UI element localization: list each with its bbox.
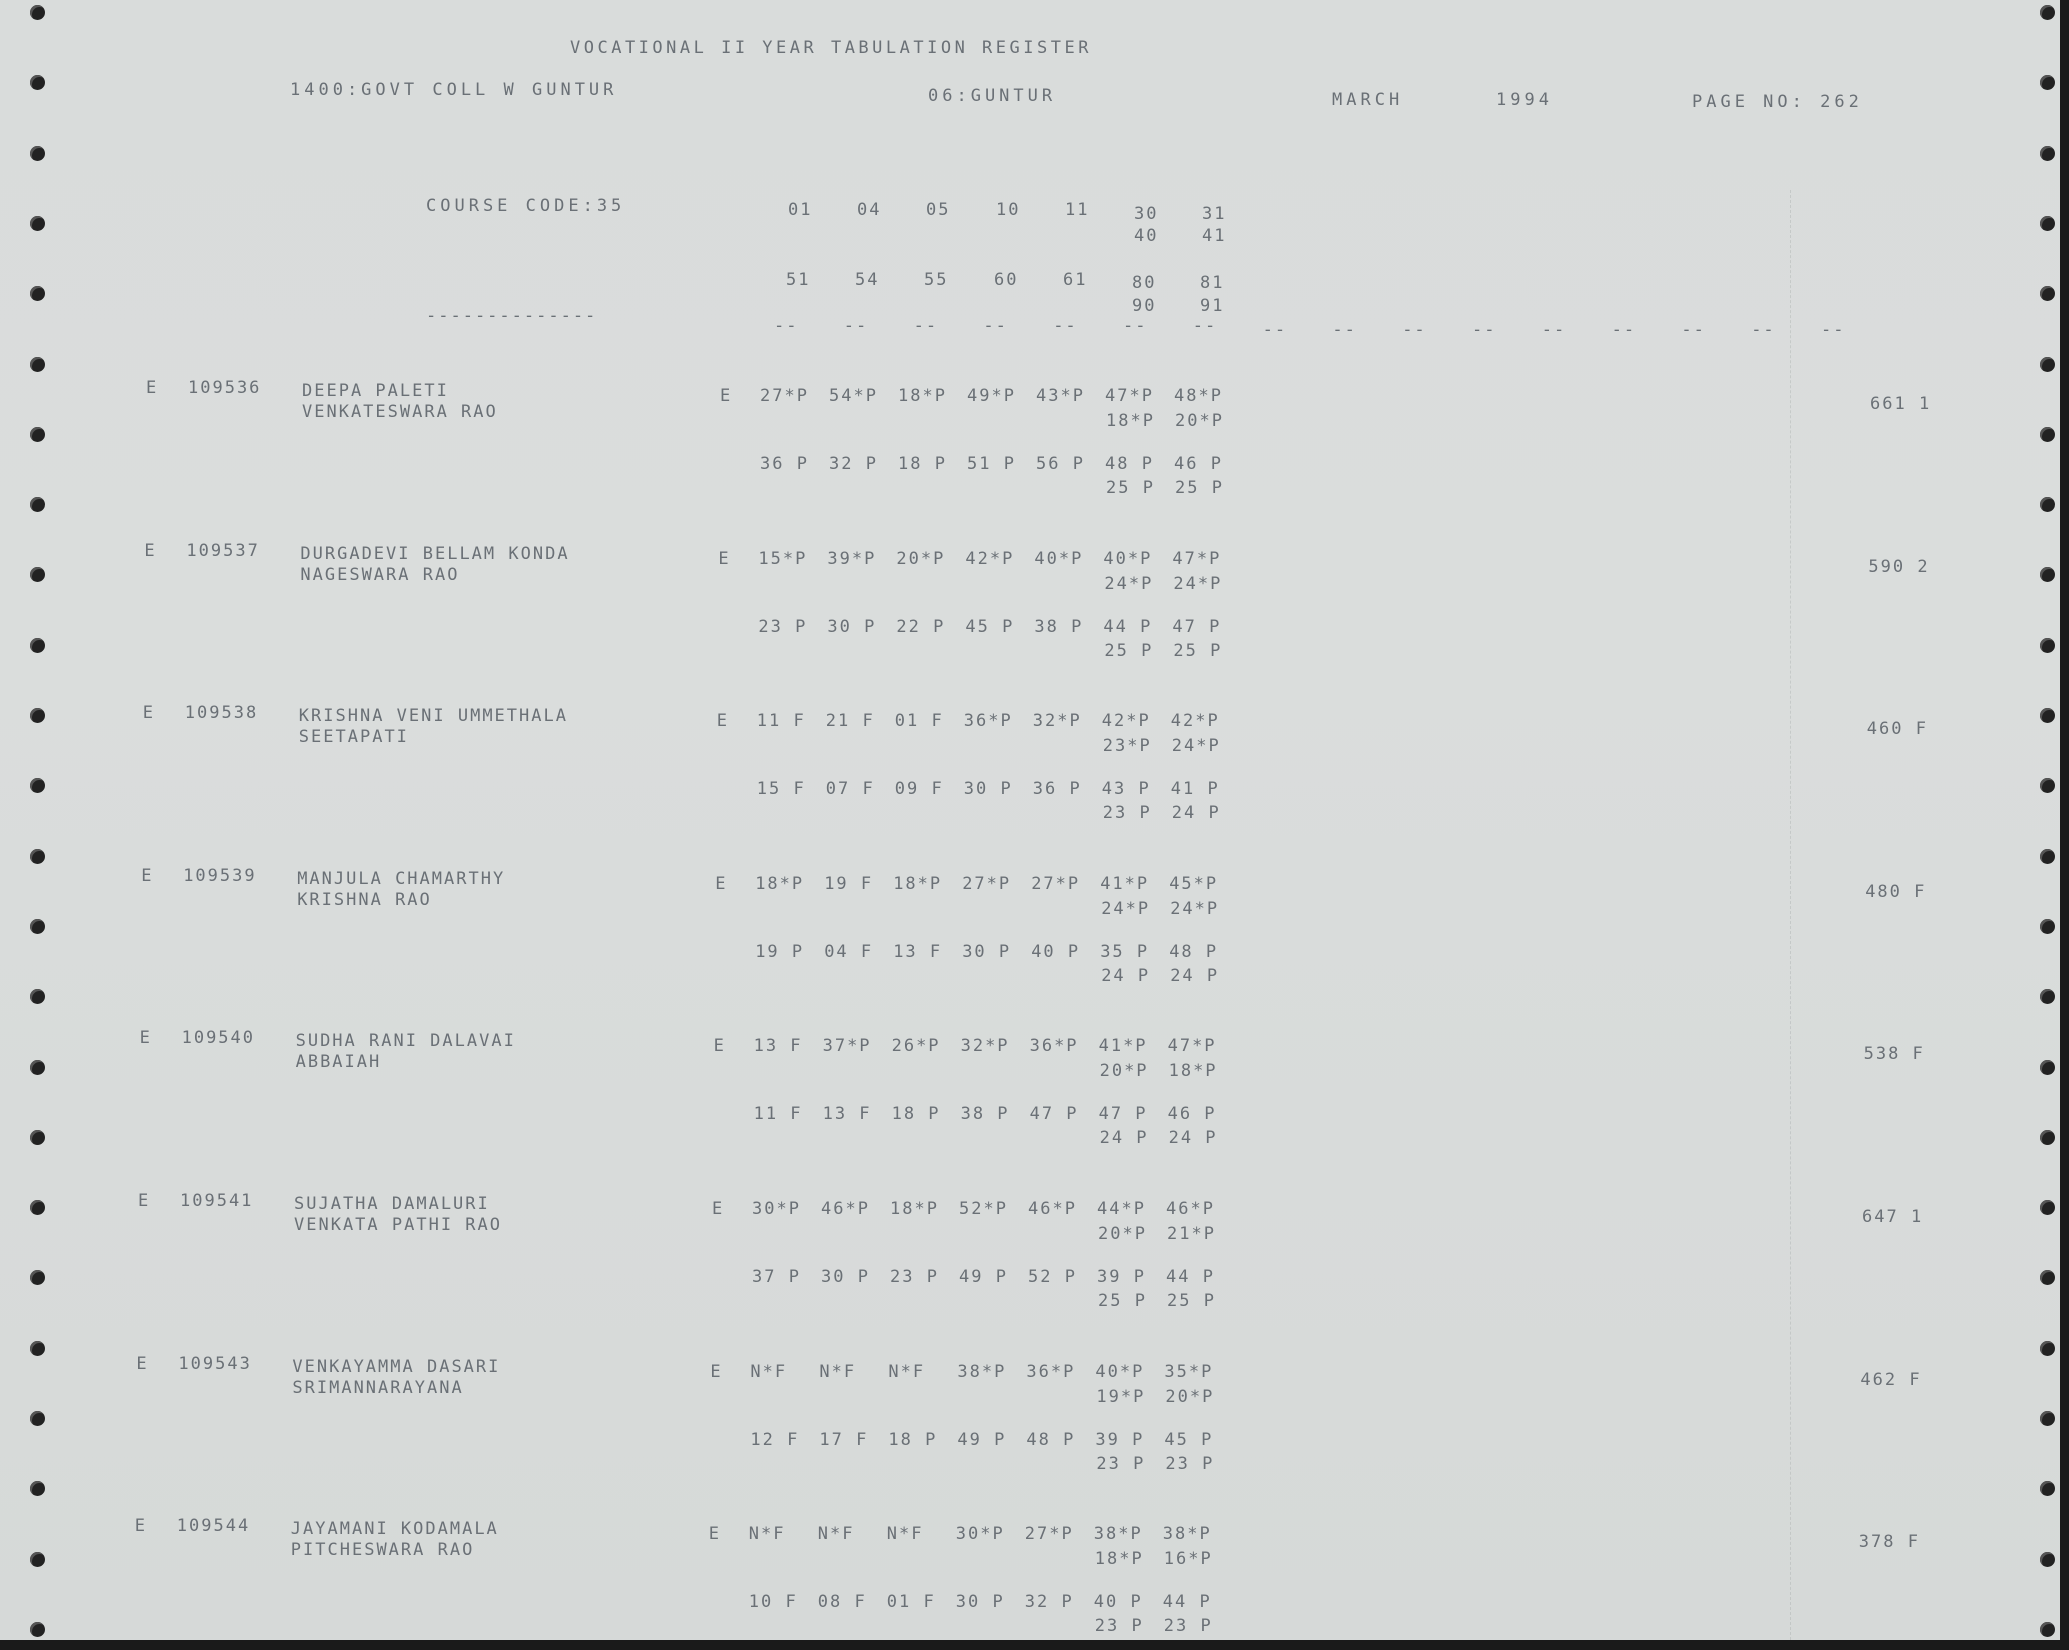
exam-flag: E — [710, 1361, 723, 1382]
total-result: 661 1 — [1870, 394, 1932, 414]
sprocket-hole — [2040, 497, 2055, 512]
mark-row1: 18*P — [898, 386, 947, 406]
parent-name: ABBAIAH — [295, 1052, 382, 1073]
mark-row1: 32*P — [1032, 711, 1082, 732]
column-dash: -- — [1821, 320, 1846, 340]
mark-row2: 10 F — [748, 1592, 798, 1613]
mark-row1: 11 F — [756, 711, 806, 732]
mark-row2: 13 F — [893, 941, 943, 962]
mark-row2b: 23 P — [1102, 803, 1152, 824]
mark-row2: 07 F — [825, 779, 875, 800]
column-dash: -- — [913, 316, 939, 336]
sprocket-hole — [30, 427, 45, 442]
mark-row1: 45*P — [1169, 873, 1219, 894]
sprocket-hole — [2040, 1411, 2055, 1426]
mark-row1: 46*P — [821, 1199, 870, 1219]
mark-row2: 48 P — [1169, 941, 1219, 962]
mark-row1: 46*P — [1028, 1199, 1077, 1219]
subject-code: 55 — [924, 270, 949, 290]
mark-row1: 32*P — [960, 1036, 1010, 1057]
sprocket-hole — [2040, 1130, 2055, 1145]
mark-row1: 47*P — [1167, 1036, 1217, 1057]
register-number: 109537 — [186, 540, 260, 561]
subject-code: 05 — [926, 200, 951, 220]
sprocket-hole — [2040, 216, 2055, 231]
exam-month: MARCH — [1332, 90, 1404, 110]
mark-row1: N*F — [886, 1524, 924, 1545]
mark-row1b: 20*P — [1098, 1224, 1147, 1244]
mark-row1: 47*P — [1172, 548, 1222, 569]
total-result: 480 F — [1865, 881, 1927, 902]
mark-row2: 32 P — [1024, 1592, 1074, 1613]
sprocket-hole — [2040, 778, 2055, 793]
column-dash: -- — [774, 316, 799, 336]
mark-row2b: 25 P — [1175, 478, 1224, 498]
student-name: KRISHNA VENI UMMETHALA — [298, 706, 568, 727]
mark-row1: 27*P — [760, 386, 809, 406]
sprocket-hole — [2040, 638, 2055, 653]
mark-row2: 49 P — [959, 1267, 1008, 1287]
mark-row2: 43 P — [1101, 779, 1151, 800]
sprocket-hole — [30, 1481, 45, 1496]
mark-row1: 36*P — [1029, 1036, 1079, 1057]
mark-row2: 51 P — [967, 454, 1016, 474]
mark-row2: 22 P — [896, 616, 946, 637]
mark-row2b: 24 P — [1099, 1128, 1149, 1149]
subject-code: 61 — [1063, 270, 1088, 290]
mark-row2: 09 F — [894, 779, 944, 800]
mark-row2: 36 P — [760, 454, 809, 474]
mark-row1b: 24*P — [1171, 736, 1221, 757]
sprocket-hole — [30, 146, 45, 161]
exam-flag: E — [712, 1199, 725, 1219]
mark-row1b: 19*P — [1096, 1386, 1146, 1407]
mark-row1: 26*P — [891, 1036, 941, 1057]
sprocket-hole — [2040, 849, 2055, 864]
mark-row2b: 25 P — [1106, 478, 1155, 498]
total-result: 460 F — [1866, 719, 1928, 740]
mark-row1: 49*P — [967, 386, 1016, 406]
mark-row2: 19 P — [755, 941, 805, 962]
sprocket-hole — [2040, 75, 2055, 90]
sprocket-hole — [30, 567, 45, 582]
mark-row2: 40 P — [1031, 941, 1081, 962]
mark-row2: 18 P — [891, 1104, 941, 1125]
course-underline: -------------- — [426, 306, 598, 326]
sprocket-hole — [30, 497, 45, 512]
sprocket-hole — [30, 1622, 45, 1637]
mark-row1: 42*P — [965, 548, 1015, 569]
total-result: 590 2 — [1868, 556, 1930, 577]
sprocket-hole — [30, 1060, 45, 1075]
mark-row1b: 24*P — [1101, 898, 1151, 919]
mark-row2: 47 P — [1029, 1104, 1079, 1125]
mark-row1: 30*P — [752, 1199, 801, 1219]
parent-name: SRIMANNARAYANA — [292, 1377, 464, 1398]
total-result: 538 F — [1863, 1044, 1925, 1065]
sprocket-hole — [30, 1341, 45, 1356]
parent-name: SEETAPATI — [298, 727, 409, 748]
mark-row1: 01 F — [894, 711, 944, 732]
mark-row2: 41 P — [1170, 779, 1220, 800]
district-name: 06:GUNTUR — [928, 86, 1057, 106]
mark-row1: 48*P — [1174, 386, 1223, 406]
subject-code: 10 — [996, 200, 1021, 220]
mark-row1: 35*P — [1164, 1361, 1214, 1382]
college-name: 1400:GOVT COLL W GUNTUR — [290, 80, 618, 100]
sprocket-hole — [2040, 1481, 2055, 1496]
mark-row1: N*F — [748, 1524, 786, 1545]
mark-row1: 13 F — [753, 1036, 803, 1057]
sprocket-hole — [30, 1270, 45, 1285]
mark-row1: 18*P — [755, 873, 805, 894]
mark-row1: 38*P — [1162, 1524, 1212, 1545]
medium-code: E — [144, 540, 157, 561]
sprocket-hole — [2040, 1341, 2055, 1356]
column-dash: -- — [1541, 320, 1567, 340]
mark-row2b: 25 P — [1167, 1291, 1216, 1311]
mark-row2: 30 P — [821, 1267, 870, 1287]
register-number: 109541 — [180, 1191, 254, 1211]
mark-row2: 48 P — [1105, 454, 1154, 474]
sprocket-hole — [2040, 357, 2055, 372]
total-result: 462 F — [1860, 1369, 1922, 1390]
mark-row2: 23 P — [758, 616, 808, 637]
sprocket-hole — [30, 638, 45, 653]
exam-flag: E — [718, 548, 731, 569]
student-name: MANJULA CHAMARTHY — [297, 868, 506, 889]
subject-code: 30 — [1134, 204, 1159, 224]
mark-row2b: 25 P — [1173, 640, 1223, 661]
subject-code: 51 — [786, 270, 811, 290]
sprocket-hole — [2040, 567, 2055, 582]
sprocket-hole — [30, 75, 45, 90]
mark-row2: 37 P — [752, 1267, 801, 1287]
column-dash: -- — [1192, 316, 1218, 336]
mark-row1: 38*P — [957, 1361, 1007, 1382]
student-name: JAYAMANI KODAMALA — [290, 1519, 499, 1540]
mark-row1: 40*P — [1103, 548, 1153, 569]
page-fold-line — [1790, 190, 1791, 1640]
mark-row1: 42*P — [1101, 711, 1151, 732]
exam-year: 1994 — [1496, 90, 1553, 110]
mark-row2: 18 P — [898, 454, 947, 474]
medium-code: E — [139, 1028, 152, 1049]
mark-row1b: 24*P — [1104, 573, 1154, 594]
column-dash: -- — [1611, 320, 1637, 340]
mark-row2: 17 F — [819, 1429, 869, 1450]
mark-row2: 18 P — [888, 1429, 938, 1450]
mark-row1b: 18*P — [1106, 411, 1155, 431]
mark-row2: 49 P — [957, 1429, 1007, 1450]
mark-row2: 48 P — [1026, 1429, 1076, 1450]
column-dash: -- — [1332, 320, 1357, 340]
mark-row2: 30 P — [827, 616, 877, 637]
column-dash: -- — [1262, 320, 1288, 340]
sprocket-hole — [30, 357, 45, 372]
register-number: 109538 — [184, 703, 259, 724]
sprocket-hole — [30, 216, 45, 231]
mark-row1: 36*P — [963, 711, 1013, 732]
mark-row2b: 24 P — [1101, 965, 1151, 986]
mark-row2b: 23 P — [1163, 1616, 1213, 1637]
course-code: COURSE CODE:35 — [426, 196, 626, 216]
mark-row1: 41*P — [1100, 873, 1150, 894]
subject-code: 54 — [855, 270, 880, 290]
sprocket-hole — [30, 708, 45, 723]
sprocket-hole — [30, 989, 45, 1004]
register-number: 109540 — [181, 1028, 256, 1049]
parent-name: NAGESWARA RAO — [300, 564, 460, 585]
subject-code: 80 — [1132, 273, 1157, 293]
register-number: 109536 — [188, 378, 262, 398]
mark-row2b: 25 P — [1104, 640, 1154, 661]
mark-row1b: 24*P — [1170, 898, 1220, 919]
parent-name: KRISHNA RAO — [297, 889, 432, 910]
student-name: SUJATHA DAMALURI — [294, 1194, 490, 1214]
sprocket-hole — [30, 919, 45, 934]
mark-row2: 01 F — [886, 1592, 936, 1613]
medium-code: E — [142, 703, 156, 724]
mark-row2: 08 F — [817, 1592, 867, 1613]
total-result: 647 1 — [1862, 1207, 1924, 1227]
column-dash: -- — [1402, 320, 1427, 340]
mark-row2: 15 F — [756, 779, 806, 800]
sprocket-hole — [2040, 286, 2055, 301]
mark-row1: 36*P — [1026, 1361, 1076, 1382]
sprocket-hole — [30, 1411, 45, 1426]
mark-row2: 30 P — [955, 1592, 1005, 1613]
mark-row2: 13 F — [822, 1104, 872, 1125]
mark-row1: 37*P — [822, 1036, 872, 1057]
mark-row1: 52*P — [959, 1199, 1008, 1219]
mark-row2b: 23 P — [1096, 1453, 1146, 1474]
mark-row2: 44 P — [1166, 1267, 1215, 1287]
mark-row2: 32 P — [829, 454, 878, 474]
sprocket-hole — [2040, 1552, 2055, 1567]
mark-row1: 15*P — [758, 548, 808, 569]
mark-row2: 35 P — [1100, 941, 1150, 962]
student-name: DURGADEVI BELLAM KONDA — [300, 543, 570, 564]
mark-row1b: 18*P — [1094, 1549, 1144, 1570]
column-dash: -- — [983, 316, 1008, 336]
mark-row1: 40*P — [1034, 548, 1084, 569]
column-dash: -- — [1053, 316, 1078, 336]
exam-flag: E — [716, 711, 730, 732]
mark-row1: 18*P — [893, 873, 943, 894]
mark-row1: 21 F — [825, 711, 875, 732]
mark-row2: 46 P — [1167, 1104, 1217, 1125]
subject-code: 11 — [1065, 200, 1090, 220]
mark-row2: 45 P — [965, 616, 1015, 637]
student-name: VENKAYAMMA DASARI — [292, 1356, 501, 1377]
medium-code: E — [146, 378, 159, 398]
sprocket-hole — [30, 778, 45, 793]
sprocket-hole — [30, 1200, 45, 1215]
sprocket-hole — [2040, 989, 2055, 1004]
sprocket-hole — [2040, 1622, 2055, 1637]
mark-row2: 44 P — [1103, 616, 1153, 637]
mark-row1: 41*P — [1098, 1036, 1148, 1057]
total-result: 378 F — [1858, 1532, 1920, 1553]
parent-name: PITCHESWARA RAO — [290, 1540, 475, 1561]
medium-code: E — [141, 865, 154, 886]
page-number: PAGE NO: 262 — [1692, 92, 1863, 112]
register-number: 109544 — [176, 1516, 251, 1537]
register-title: VOCATIONAL II YEAR TABULATION REGISTER — [570, 38, 1092, 58]
mark-row2: 30 P — [962, 941, 1012, 962]
mark-row2b: 23 P — [1094, 1616, 1144, 1637]
mark-row1: 27*P — [962, 873, 1012, 894]
student-name: DEEPA PALETI — [302, 381, 449, 401]
medium-code: E — [136, 1353, 149, 1374]
sprocket-hole — [2040, 708, 2055, 723]
mark-row2: 56 P — [1036, 454, 1085, 474]
mark-row2: 36 P — [1032, 779, 1082, 800]
mark-row2b: 24 P — [1171, 803, 1221, 824]
mark-row2: 38 P — [960, 1104, 1010, 1125]
column-dash: -- — [1123, 316, 1148, 336]
mark-row1: 27*P — [1031, 873, 1081, 894]
mark-row1b: 18*P — [1168, 1061, 1218, 1082]
mark-row1: 42*P — [1170, 711, 1220, 732]
parent-name: VENKATA PATHI RAO — [294, 1215, 502, 1235]
mark-row2b: 24 P — [1168, 1128, 1218, 1149]
mark-row1b: 16*P — [1163, 1549, 1213, 1570]
medium-code: E — [138, 1191, 151, 1211]
sprocket-hole — [30, 1130, 45, 1145]
column-dash: -- — [843, 316, 869, 336]
mark-row1: 44*P — [1097, 1199, 1146, 1219]
sprocket-hole — [2040, 427, 2055, 442]
sprocket-hole — [2040, 1060, 2055, 1075]
mark-row1: N*F — [750, 1361, 788, 1382]
subject-code: 40 — [1134, 226, 1159, 246]
mark-row2b: 25 P — [1098, 1291, 1147, 1311]
exam-flag: E — [713, 1036, 726, 1057]
mark-row1: N*F — [819, 1361, 857, 1382]
mark-row2: 39 P — [1097, 1267, 1146, 1287]
mark-row2: 45 P — [1164, 1429, 1214, 1450]
subject-code: 81 — [1200, 273, 1225, 293]
mark-row2: 46 P — [1174, 454, 1223, 474]
mark-row1: 30*P — [955, 1524, 1005, 1545]
mark-row2: 23 P — [890, 1267, 939, 1287]
subject-code: 31 — [1202, 204, 1227, 224]
sprocket-hole — [2040, 1200, 2055, 1215]
register-number: 109539 — [183, 865, 257, 886]
mark-row1b: 21*P — [1167, 1224, 1216, 1244]
register-number: 109543 — [178, 1353, 252, 1374]
column-dash: -- — [1472, 320, 1497, 340]
mark-row1b: 24*P — [1173, 573, 1223, 594]
mark-row1b: 20*P — [1165, 1386, 1215, 1407]
mark-row1: 39*P — [827, 548, 877, 569]
sprocket-hole — [30, 286, 45, 301]
mark-row1: 47*P — [1105, 386, 1154, 406]
mark-row2b: 24 P — [1170, 965, 1220, 986]
sprocket-hole — [2040, 919, 2055, 934]
mark-row2: 30 P — [963, 779, 1013, 800]
mark-row1: 46*P — [1166, 1199, 1215, 1219]
mark-row1: 27*P — [1024, 1524, 1074, 1545]
sprocket-hole — [2040, 1270, 2055, 1285]
sprocket-hole — [30, 849, 45, 864]
mark-row2: 38 P — [1034, 616, 1084, 637]
mark-row2: 40 P — [1093, 1592, 1143, 1613]
mark-row2: 44 P — [1162, 1592, 1212, 1613]
mark-row2: 52 P — [1028, 1267, 1077, 1287]
subject-code: 41 — [1202, 226, 1227, 246]
subject-code: 60 — [994, 270, 1019, 290]
mark-row2: 47 P — [1172, 616, 1222, 637]
mark-row1: 43*P — [1036, 386, 1085, 406]
mark-row2b: 23 P — [1165, 1453, 1215, 1474]
column-dash: -- — [1681, 320, 1706, 340]
exam-flag: E — [720, 386, 733, 406]
mark-row1: 40*P — [1095, 1361, 1145, 1382]
mark-row2: 47 P — [1098, 1104, 1148, 1125]
mark-row1: 38*P — [1093, 1524, 1143, 1545]
sprocket-hole — [30, 1552, 45, 1567]
student-name: SUDHA RANI DALAVAI — [295, 1031, 516, 1052]
mark-row1: 20*P — [896, 548, 946, 569]
mark-row1b: 20*P — [1175, 411, 1224, 431]
column-dash: -- — [1751, 320, 1776, 340]
mark-row1: N*F — [888, 1361, 926, 1382]
sprocket-hole — [2040, 146, 2055, 161]
mark-row2: 12 F — [750, 1429, 800, 1450]
mark-row1: 54*P — [829, 386, 878, 406]
mark-row1: 19 F — [824, 873, 874, 894]
mark-row2: 39 P — [1095, 1429, 1145, 1450]
sprocket-hole — [2040, 5, 2055, 20]
exam-flag: E — [708, 1524, 722, 1545]
parent-name: VENKATESWARA RAO — [302, 402, 498, 422]
subject-code: 91 — [1200, 296, 1225, 316]
mark-row1b: 23*P — [1102, 736, 1152, 757]
medium-code: E — [134, 1516, 148, 1537]
subject-code: 01 — [788, 200, 813, 220]
mark-row2: 04 F — [824, 941, 874, 962]
mark-row1: 18*P — [890, 1199, 939, 1219]
mark-row2: 11 F — [753, 1104, 803, 1125]
mark-row1: N*F — [817, 1524, 855, 1545]
subject-code: 04 — [857, 200, 882, 220]
subject-code: 90 — [1132, 296, 1157, 316]
sprocket-hole — [30, 5, 45, 20]
mark-row1b: 20*P — [1099, 1061, 1149, 1082]
exam-flag: E — [715, 873, 728, 894]
